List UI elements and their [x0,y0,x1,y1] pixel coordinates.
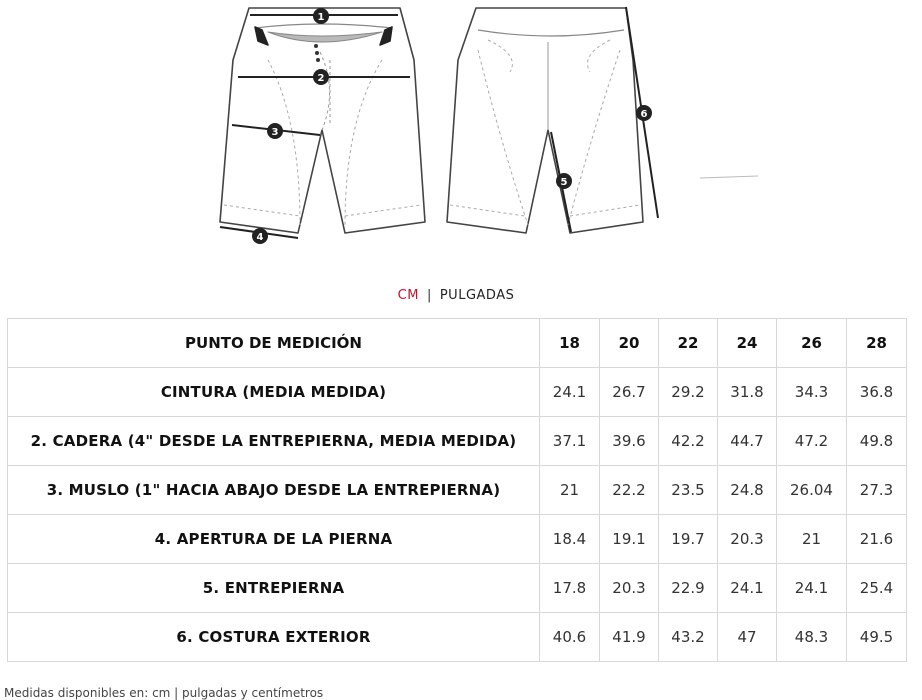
table-cell: 24.1 [718,564,777,613]
table-row [8,613,907,662]
svg-text:3: 3 [271,127,279,138]
column-header-size: 28 [847,319,907,368]
column-header-size: 26 [777,319,847,368]
table-cell: 39.6 [600,417,659,466]
table-cell: 44.7 [718,417,777,466]
table-cell: 22.9 [659,564,718,613]
measurement-marker-3 [267,123,283,139]
table-row [8,515,907,564]
table-cell: 20.3 [718,515,777,564]
table-cell: 20.3 [600,564,659,613]
svg-text:4: 4 [256,232,264,243]
svg-text:2: 2 [317,73,325,84]
table-cell: 43.2 [659,613,718,662]
row-label: 6. COSTURA EXTERIOR [8,613,540,662]
measurement-marker-6 [636,105,652,121]
row-label: 2. CADERA (4" DESDE LA ENTREPIERNA, MEDIA MEDIDA) [8,417,540,466]
table-cell: 21 [777,515,847,564]
table-cell: 47.2 [777,417,847,466]
table-row [8,368,907,417]
size-chart-table [7,318,907,662]
table-cell: 24.1 [777,564,847,613]
table-cell: 37.1 [540,417,600,466]
measurement-marker-4 [252,228,268,244]
unit-cm-tab[interactable]: CM [397,288,419,303]
table-cell: 49.5 [847,613,907,662]
column-header-size: 24 [718,319,777,368]
row-label: 4. APERTURA DE LA PIERNA [8,515,540,564]
table-cell: 40.6 [540,613,600,662]
front-shorts-illustration [220,8,425,233]
table-cell: 27.3 [847,466,907,515]
table-cell: 26.7 [600,368,659,417]
table-cell: 19.7 [659,515,718,564]
table-cell: 47 [718,613,777,662]
svg-text:6: 6 [640,109,648,120]
column-header-size: 20 [600,319,659,368]
column-header-size: 22 [659,319,718,368]
table-cell: 26.04 [777,466,847,515]
table-cell: 31.8 [718,368,777,417]
table-cell: 29.2 [659,368,718,417]
measurement-marker-5 [556,173,572,189]
table-cell: 48.3 [777,613,847,662]
table-cell: 25.4 [847,564,907,613]
table-header-row [8,319,907,368]
table-cell: 21.6 [847,515,907,564]
row-label: 5. ENTREPIERNA [8,564,540,613]
back-shorts-illustration [447,8,758,233]
table-cell: 24.1 [540,368,600,417]
table-cell: 19.1 [600,515,659,564]
table-cell: 34.3 [777,368,847,417]
table-cell: 22.2 [600,466,659,515]
table-cell: 24.8 [718,466,777,515]
column-header-measurement-point: PUNTO DE MEDICIÓN [8,319,540,368]
unit-toggle [0,288,912,303]
row-label: CINTURA (MEDIA MEDIDA) [8,368,540,417]
table-row [8,417,907,466]
unit-separator: | [426,288,432,303]
table-cell: 23.5 [659,466,718,515]
table-row [8,466,907,515]
footnote: Medidas disponibles en: cm | pulgadas y centímetros [4,686,324,700]
table-row [8,564,907,613]
svg-text:5: 5 [560,177,568,188]
table-cell: 21 [540,466,600,515]
unit-inches-tab[interactable]: PULGADAS [439,288,515,303]
table-cell: 36.8 [847,368,907,417]
table-cell: 41.9 [600,613,659,662]
svg-text:1: 1 [317,12,325,23]
table-cell: 42.2 [659,417,718,466]
row-label: 3. MUSLO (1" HACIA ABAJO DESDE LA ENTREPIERNA) [8,466,540,515]
shorts-measurement-diagram [0,0,922,262]
table-cell: 18.4 [540,515,600,564]
column-header-size: 18 [540,319,600,368]
table-cell: 17.8 [540,564,600,613]
measurement-marker-2 [313,69,329,85]
table-cell: 49.8 [847,417,907,466]
measurement-marker-1 [313,8,329,24]
